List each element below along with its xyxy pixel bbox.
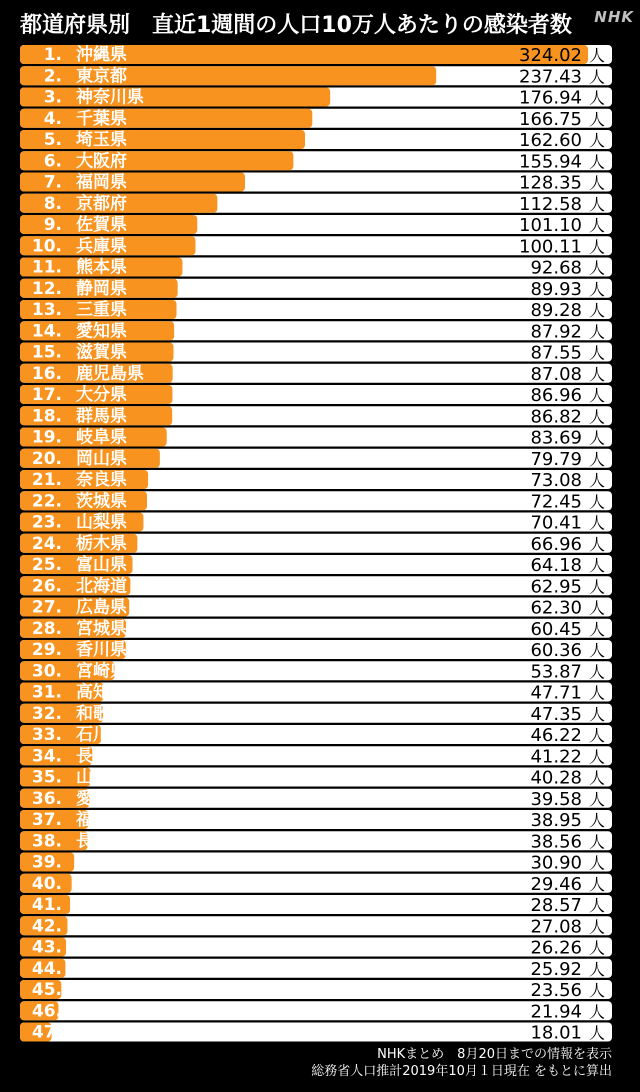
rank-label: 41. xyxy=(31,895,62,915)
value-label: 47.35 xyxy=(530,703,582,725)
prefecture-label: 福島県 xyxy=(76,810,127,830)
value-label: 112.58 xyxy=(519,193,582,215)
rank-label: 43. xyxy=(31,937,62,958)
unit-label: 人 xyxy=(589,619,606,639)
chart-title: 都道府県別 直近1週間の人口10万人あたりの感染者数 xyxy=(20,13,572,38)
prefecture-label: 広島県 xyxy=(76,597,127,618)
prefecture-label: 京都府 xyxy=(76,193,127,214)
rank-label: 36. xyxy=(31,788,62,809)
unit-label: 人 xyxy=(589,88,606,108)
rank-label: 11. xyxy=(31,257,62,278)
value-label: 100.11 xyxy=(519,236,582,258)
prefecture-label: 東京都 xyxy=(76,66,127,87)
rank-label: 4. xyxy=(43,108,62,129)
value-label: 83.69 xyxy=(530,427,582,449)
bar-4 xyxy=(20,109,312,128)
rank-label: 21. xyxy=(31,470,62,490)
value-label: 25.92 xyxy=(530,958,582,980)
prefecture-label: 岩手県 xyxy=(76,958,127,979)
prefecture-label: 沖縄県 xyxy=(76,45,127,65)
rank-label: 28. xyxy=(31,618,62,639)
unit-label: 人 xyxy=(589,789,606,809)
unit-label: 人 xyxy=(589,407,606,427)
footer-line-2: 総務省人口推計2019年10月１日現在 をもとに算出 xyxy=(311,1064,612,1079)
value-label: 60.36 xyxy=(530,640,582,661)
value-label: 86.96 xyxy=(530,385,582,406)
unit-label: 人 xyxy=(589,46,606,65)
rank-label: 35. xyxy=(31,767,62,788)
value-label: 40.28 xyxy=(530,767,582,789)
value-label: 64.18 xyxy=(530,555,582,576)
value-label: 38.56 xyxy=(530,831,582,853)
prefecture-label: 栃木県 xyxy=(76,533,127,554)
rank-label: 32. xyxy=(31,703,62,724)
unit-label: 人 xyxy=(589,683,606,703)
value-label: 53.87 xyxy=(530,661,582,683)
value-label: 23.56 xyxy=(530,980,582,1001)
value-label: 30.90 xyxy=(530,852,582,874)
prefecture-label: 青森県 xyxy=(76,852,127,873)
prefecture-label: 佐賀県 xyxy=(76,215,127,235)
prefecture-label: 神奈川県 xyxy=(76,87,144,108)
bar-5 xyxy=(20,130,305,149)
rank-label: 46. xyxy=(31,1001,62,1022)
prefecture-label: 兵庫県 xyxy=(76,236,127,257)
unit-label: 人 xyxy=(589,364,606,384)
value-label: 60.45 xyxy=(530,618,582,640)
prefecture-label: 茨城県 xyxy=(76,491,127,512)
value-label: 38.95 xyxy=(530,810,582,831)
rank-label: 1. xyxy=(43,45,62,65)
unit-label: 人 xyxy=(589,279,606,299)
prefecture-label: 宮城県 xyxy=(76,618,127,639)
prefecture-label: 島根県 xyxy=(76,937,127,958)
prefecture-label: 大分県 xyxy=(76,385,127,405)
unit-label: 人 xyxy=(589,726,606,745)
unit-label: 人 xyxy=(589,258,606,278)
footer-line-1: NHKまとめ 8月20日までの情報を表示 xyxy=(377,1047,612,1062)
rank-label: 27. xyxy=(31,597,62,618)
unit-label: 人 xyxy=(589,938,606,958)
prefecture-label: 徳島県 xyxy=(76,895,127,915)
value-label: 70.41 xyxy=(530,512,582,534)
value-label: 176.94 xyxy=(519,87,582,109)
unit-label: 人 xyxy=(589,194,606,214)
rank-label: 30. xyxy=(31,661,62,682)
rank-label: 45. xyxy=(31,980,62,1000)
unit-label: 人 xyxy=(589,747,606,767)
value-label: 39.58 xyxy=(530,788,582,810)
unit-label: 人 xyxy=(589,386,606,405)
rank-label: 7. xyxy=(43,172,62,193)
unit-label: 人 xyxy=(589,704,606,724)
value-label: 79.79 xyxy=(530,448,582,470)
unit-label: 人 xyxy=(589,343,606,363)
prefecture-label: 石川県 xyxy=(76,725,127,745)
unit-label: 人 xyxy=(589,811,606,830)
nhk-logo: NHK xyxy=(594,8,634,26)
rank-label: 44. xyxy=(31,958,62,979)
rank-label: 8. xyxy=(43,193,62,214)
rank-label: 16. xyxy=(31,363,62,384)
value-label: 89.93 xyxy=(530,278,582,300)
prefecture-label: 岐阜県 xyxy=(76,427,127,448)
value-label: 128.35 xyxy=(519,172,582,194)
rank-label: 13. xyxy=(31,300,62,320)
unit-label: 人 xyxy=(589,513,606,533)
prefecture-label: 福井県 xyxy=(76,916,127,937)
unit-label: 人 xyxy=(589,131,606,150)
prefecture-label: 長野県 xyxy=(76,831,127,852)
value-label: 92.68 xyxy=(530,257,582,279)
prefecture-label: 大阪府 xyxy=(76,151,127,172)
rank-label: 23. xyxy=(31,512,62,533)
prefecture-label: 千葉県 xyxy=(76,108,127,129)
unit-label: 人 xyxy=(589,874,606,894)
rank-label: 6. xyxy=(43,151,62,172)
rank-label: 24. xyxy=(31,533,62,554)
value-label: 21.94 xyxy=(530,1001,582,1023)
prefecture-label: 三重県 xyxy=(76,300,127,320)
rank-label: 26. xyxy=(31,576,62,597)
prefecture-label: 愛知県 xyxy=(76,321,127,342)
rank-label: 19. xyxy=(31,427,62,448)
prefecture-label: 高知県 xyxy=(76,682,127,703)
rank-label: 5. xyxy=(43,130,62,150)
prefecture-label: 熊本県 xyxy=(76,257,127,278)
value-label: 66.96 xyxy=(530,533,582,555)
rank-label: 25. xyxy=(31,555,62,575)
value-label: 166.75 xyxy=(519,108,582,130)
unit-label: 人 xyxy=(589,1023,606,1043)
rank-label: 38. xyxy=(31,831,62,852)
unit-label: 人 xyxy=(589,853,606,873)
unit-label: 人 xyxy=(589,449,606,469)
unit-label: 人 xyxy=(589,577,606,597)
value-label: 29.46 xyxy=(530,873,582,895)
unit-label: 人 xyxy=(589,641,606,660)
unit-label: 人 xyxy=(589,216,606,235)
rank-label: 2. xyxy=(43,66,62,87)
rank-label: 17. xyxy=(31,385,62,405)
prefecture-label: 秋田県 xyxy=(76,1022,127,1043)
value-label: 46.22 xyxy=(530,725,582,746)
value-label: 47.71 xyxy=(530,682,582,704)
prefecture-label: 静岡県 xyxy=(76,278,127,299)
value-label: 101.10 xyxy=(519,215,582,236)
footer-notes xyxy=(311,1046,612,1080)
prefecture-label: 富山県 xyxy=(76,555,127,575)
rank-label: 29. xyxy=(31,640,62,660)
prefecture-label: 香川県 xyxy=(76,640,127,660)
value-label: 73.08 xyxy=(530,470,582,491)
unit-label: 人 xyxy=(589,173,606,193)
prefecture-label: 埼玉県 xyxy=(76,130,127,150)
rank-label: 37. xyxy=(31,810,62,830)
rank-label: 15. xyxy=(31,342,62,363)
prefecture-label: 山形県 xyxy=(76,980,127,1000)
rank-label: 34. xyxy=(31,746,62,767)
unit-label: 人 xyxy=(589,428,606,448)
value-label: 62.95 xyxy=(530,576,582,598)
unit-label: 人 xyxy=(589,301,606,320)
unit-label: 人 xyxy=(589,322,606,342)
value-label: 324.02 xyxy=(519,45,582,66)
rank-label: 22. xyxy=(31,491,62,512)
rank-label: 40. xyxy=(31,873,62,894)
unit-label: 人 xyxy=(589,237,606,257)
unit-label: 人 xyxy=(589,917,606,937)
unit-label: 人 xyxy=(589,981,606,1000)
rank-label: 10. xyxy=(31,236,62,257)
unit-label: 人 xyxy=(589,67,606,87)
rank-label: 31. xyxy=(31,682,62,703)
unit-label: 人 xyxy=(589,534,606,554)
value-label: 72.45 xyxy=(530,491,582,513)
rank-label: 47. xyxy=(31,1022,62,1043)
value-label: 27.08 xyxy=(530,916,582,938)
prefecture-label: 鹿児島県 xyxy=(76,363,144,384)
prefecture-label: 愛媛県 xyxy=(76,788,127,809)
value-label: 87.08 xyxy=(530,363,582,385)
prefecture-label: 山梨県 xyxy=(76,512,127,533)
unit-label: 人 xyxy=(589,662,606,682)
unit-label: 人 xyxy=(589,896,606,915)
rank-label: 42. xyxy=(31,916,62,937)
value-label: 155.94 xyxy=(519,151,582,173)
value-label: 237.43 xyxy=(519,66,582,88)
value-label: 28.57 xyxy=(530,895,582,916)
rank-label: 14. xyxy=(31,321,62,342)
prefecture-label: 宮崎県 xyxy=(76,661,127,682)
value-label: 62.30 xyxy=(530,597,582,619)
value-label: 162.60 xyxy=(519,130,582,151)
prefecture-label: 和歌山県 xyxy=(76,703,144,724)
bar-3 xyxy=(20,88,330,107)
prefecture-label: 滋賀県 xyxy=(76,342,127,363)
unit-label: 人 xyxy=(589,109,606,129)
value-label: 18.01 xyxy=(530,1022,582,1044)
unit-label: 人 xyxy=(589,832,606,852)
rank-label: 9. xyxy=(43,215,62,235)
rank-label: 12. xyxy=(31,278,62,299)
unit-label: 人 xyxy=(589,471,606,490)
prefecture-label: 岡山県 xyxy=(76,448,127,469)
unit-label: 人 xyxy=(589,959,606,979)
prefecture-label: 鳥取県 xyxy=(76,1001,127,1022)
unit-label: 人 xyxy=(589,768,606,788)
prefecture-label: 奈良県 xyxy=(76,470,127,490)
prefecture-label: 福岡県 xyxy=(76,172,127,193)
value-label: 87.55 xyxy=(530,342,582,364)
value-label: 86.82 xyxy=(530,406,582,428)
prefecture-label: 北海道 xyxy=(76,576,127,597)
value-label: 26.26 xyxy=(530,937,582,959)
rank-label: 18. xyxy=(31,406,62,427)
rank-label: 33. xyxy=(31,725,62,745)
rank-label: 3. xyxy=(43,87,62,108)
unit-label: 人 xyxy=(589,598,606,618)
value-label: 87.92 xyxy=(530,321,582,343)
unit-label: 人 xyxy=(589,492,606,512)
prefecture-label: 新潟県 xyxy=(76,873,127,894)
value-label: 89.28 xyxy=(530,300,582,321)
unit-label: 人 xyxy=(589,1002,606,1022)
unit-label: 人 xyxy=(589,556,606,575)
rank-label: 39. xyxy=(31,852,62,873)
prefecture-label: 群馬県 xyxy=(76,406,127,427)
prefecture-label: 長崎県 xyxy=(76,746,127,767)
value-label: 41.22 xyxy=(530,746,582,768)
rank-label: 20. xyxy=(31,448,62,469)
unit-label: 人 xyxy=(589,152,606,172)
prefecture-label: 山口県 xyxy=(76,767,127,788)
